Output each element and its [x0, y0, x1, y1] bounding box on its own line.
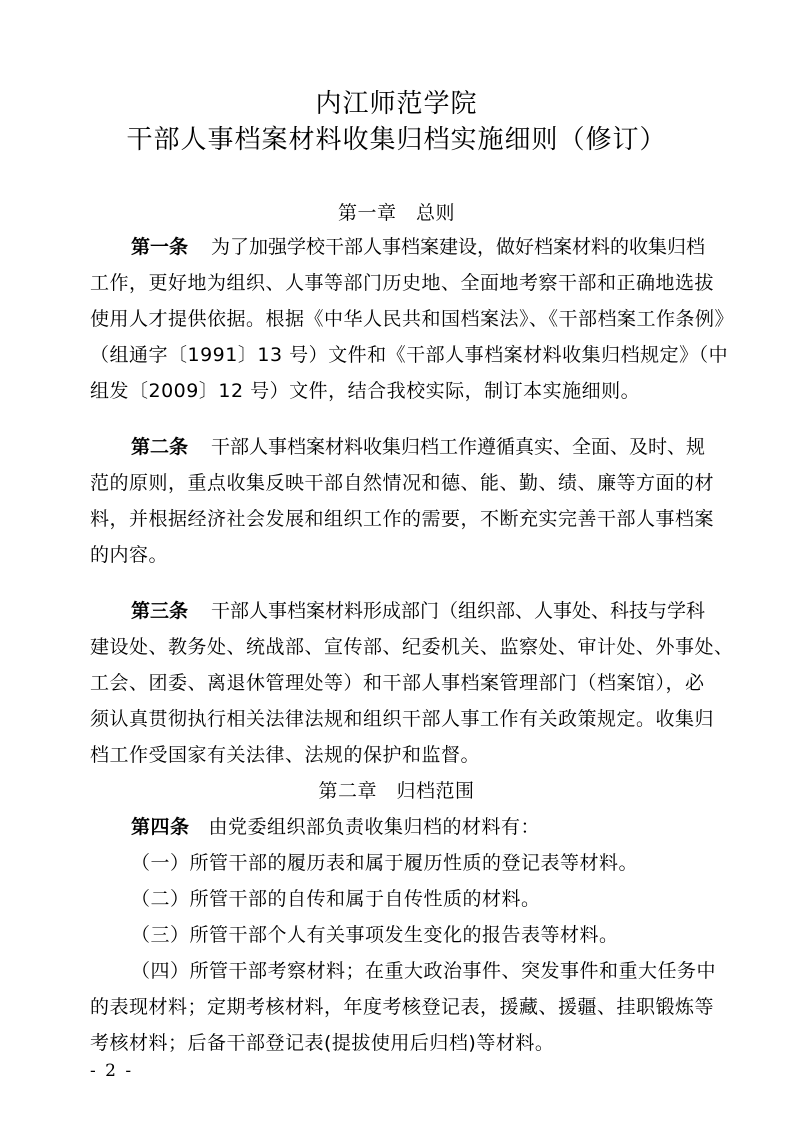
article-2-label: 第二条: [131, 436, 189, 458]
article-1-label: 第一条: [131, 236, 189, 258]
article-3-label: 第三条: [131, 600, 189, 622]
article-4-label: 第四条: [131, 816, 190, 838]
article-1-text-line: 工作，更好地为组织、人事等部门历史地、全面地考察干部和正确地选拔: [90, 272, 715, 294]
article-2-text-line: 料，并根据经济社会发展和组织工作的需要，不断充实完善干部人事档案: [90, 508, 715, 530]
article-4-text-line: 由党委组织部负责收集归档的材料有：: [208, 816, 541, 838]
list-item-4-continued: 考核材料；后备干部登记表(提拔使用后归档)等材料。: [90, 1032, 555, 1054]
article-2-first-line: [131, 434, 705, 460]
document-title-institution: 内江师范学院: [315, 89, 478, 119]
article-3-first-line: [131, 598, 705, 624]
article-2-text-line: 干部人事档案材料收集归档工作遵循真实、全面、及时、规: [210, 436, 705, 458]
page-number: - 2 -: [90, 1061, 134, 1081]
list-item-1: （一）所管干部的履历表和属于履历性质的登记表等材料。: [131, 852, 639, 874]
document-title: 干部人事档案材料收集归档实施细则（修订）: [126, 125, 667, 155]
article-4-first-line: [131, 814, 540, 840]
chapter-heading-scope: 第二章 归档范围: [318, 780, 475, 802]
article-1-text-line: 使用人才提供依据。根据《中华人民共和国档案法》、《干部档案工作条例》: [90, 308, 735, 330]
article-1-text-line: 组发〔2009〕12 号）文件，结合我校实际，制订本实施细则。: [90, 380, 641, 402]
list-item-4-continued: 的表现材料；定期考核材料，年度考核登记表，援藏、援疆、挂职锻炼等: [90, 996, 715, 1018]
article-1-first-line: [131, 234, 705, 260]
article-2-text-line: 的内容。: [90, 544, 169, 566]
list-item-2: （二）所管干部的自传和属于自传性质的材料。: [131, 888, 541, 910]
article-3-text-line: 干部人事档案材料形成部门（组织部、人事处、科技与学科: [210, 600, 705, 622]
list-item-4: （四）所管干部考察材料；在重大政治事件、突发事件和重大任务中: [131, 960, 717, 982]
list-item-3: （三）所管干部个人有关事项发生变化的报告表等材料。: [131, 924, 619, 946]
article-3-text-line: 工会、团委、离退休管理处等）和干部人事档案管理部门（档案馆），必: [90, 672, 705, 694]
article-3-text-line: 建设处、教务处、统战部、宣传部、纪委机关、监察处、审计处、外事处、: [90, 636, 734, 658]
article-3-text-line: 须认真贯彻执行相关法律法规和组织干部人事工作有关政策规定。收集归: [90, 708, 715, 730]
article-1-text-line: （组通字〔1991〕13 号）文件和《干部人事档案材料收集归档规定》（中: [90, 344, 729, 366]
article-3-text-line: 档工作受国家有关法律、法规的保护和监督。: [90, 744, 481, 766]
article-2-text-line: 范的原则，重点收集反映干部自然情况和德、能、勤、绩、廉等方面的材: [90, 472, 715, 494]
article-1-text-line: 为了加强学校干部人事档案建设，做好档案材料的收集归档: [210, 236, 705, 258]
chapter-heading-general: 第一章 总则: [337, 202, 455, 224]
